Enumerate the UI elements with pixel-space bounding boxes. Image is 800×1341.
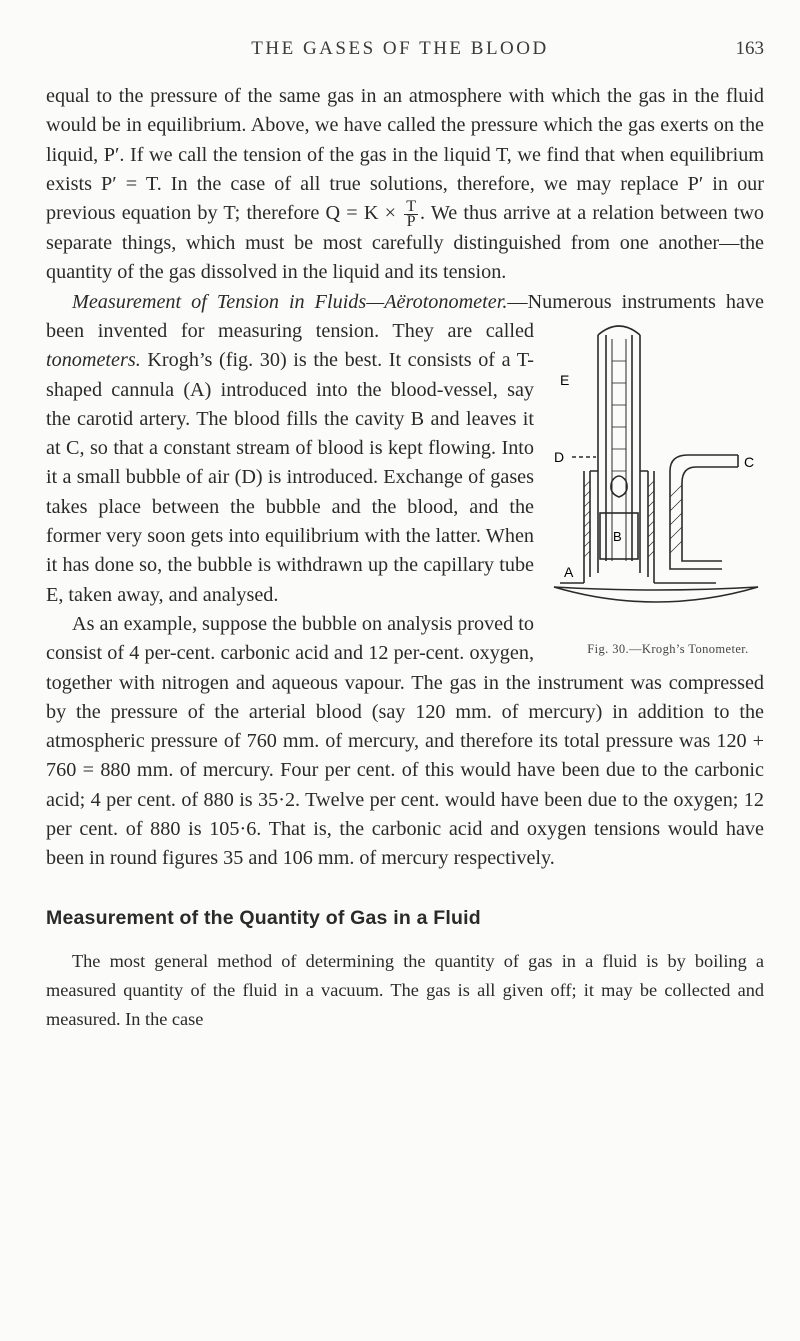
paragraph-text: —Numerous instruments have been invented for measuring tension. They are called	[46, 290, 765, 342]
section-heading: Measurement of the Quantity of Gas in a Fluid	[46, 906, 481, 929]
label-a: A	[564, 563, 574, 580]
label-d: D	[554, 448, 565, 465]
term-tonometers: tonometers.	[46, 349, 141, 372]
label-c: C	[744, 453, 755, 470]
running-head: THE GASES OF THE BLOOD	[251, 38, 549, 59]
paragraph-text: Krogh’s (fig. 30) is the best. It consists of a T-shaped cannula (A) introduced into the blood-vessel, say the carotid artery. The blood fills the cavity B and leaves it at C, so that a constant stream of blood is kept flowing. Into it a small bubble of air (D) is introduced. Exchange of gases takes place between the bubble and the blood, and the former very soon gets into equilibrium with the latter. When it has done so, the bubble is withdrawn up the capillary tube E, taken away, and analysed.	[46, 349, 534, 606]
figure-krogh-tonometer	[546, 321, 764, 656]
paragraph-quantity: The most general method of determining the quantity of gas in a fluid is by boiling a measured quantity of the fluid in a vacuum. The gas is all given off; it may be collected and measured. In the case	[46, 950, 764, 1030]
fraction-numerator: T	[406, 198, 416, 216]
paragraph-tonometer	[46, 288, 765, 656]
tonometer-diagram	[546, 321, 764, 633]
page-header	[0, 38, 800, 66]
fraction-t-over-p	[404, 200, 418, 229]
body-text	[46, 82, 764, 1035]
paragraph-equilibrium	[46, 82, 764, 288]
subsection-title: Measurement of Tension in Fluids—Aërotonometer.	[72, 290, 508, 313]
paragraph-text: . We thus arrive at a relation between two separate things, which must be most carefully distinguished from one another—the quantity of the gas dissolved in the liquid and its tension.	[46, 202, 765, 284]
label-b: B	[613, 528, 622, 544]
paragraph-example: As an example, suppose the bubble on analysis proved to consist of 4 per-cent. carbonic acid and 12 per-cent. oxygen, together with nitrogen and aqueous vapour. The gas in the instrument was compressed by the pressure of the arterial blood (say 120 mm. of mercury) in addition to the atmospheric pressure of 760 mm. of mercury, and therefore its total pressure was 120 + 760 = 880 mm. of mercury. Four per cent. of this would have been due to the carbonic acid; 4 per cent. of 880 is 35·2. Twelve per cent. would have been due to the oxygen; 12 per cent. of 880 is 105·6. That is, the carbonic acid and oxygen tensions would have been in round figures 35 and 106 mm. of mercury respectively.	[46, 612, 764, 870]
figure-caption: Fig. 30.—Krogh’s Tonometer.	[587, 641, 749, 656]
fraction-denominator: P	[406, 213, 416, 231]
page-number: 163	[735, 38, 764, 59]
paragraph-text: equal to the pressure of the same gas in an atmosphere with which the gas in the fluid would be in equilibrium. Above, we have called the pressure which the gas exerts on the liquid, P′. If we call the tension of the gas in the liquid T, we find that when equilibrium exists P′ = T. In the case of all true solutions, therefore, we may replace P′ in our previous equation by T; therefore Q = K ×	[46, 85, 764, 225]
label-e: E	[560, 371, 570, 388]
